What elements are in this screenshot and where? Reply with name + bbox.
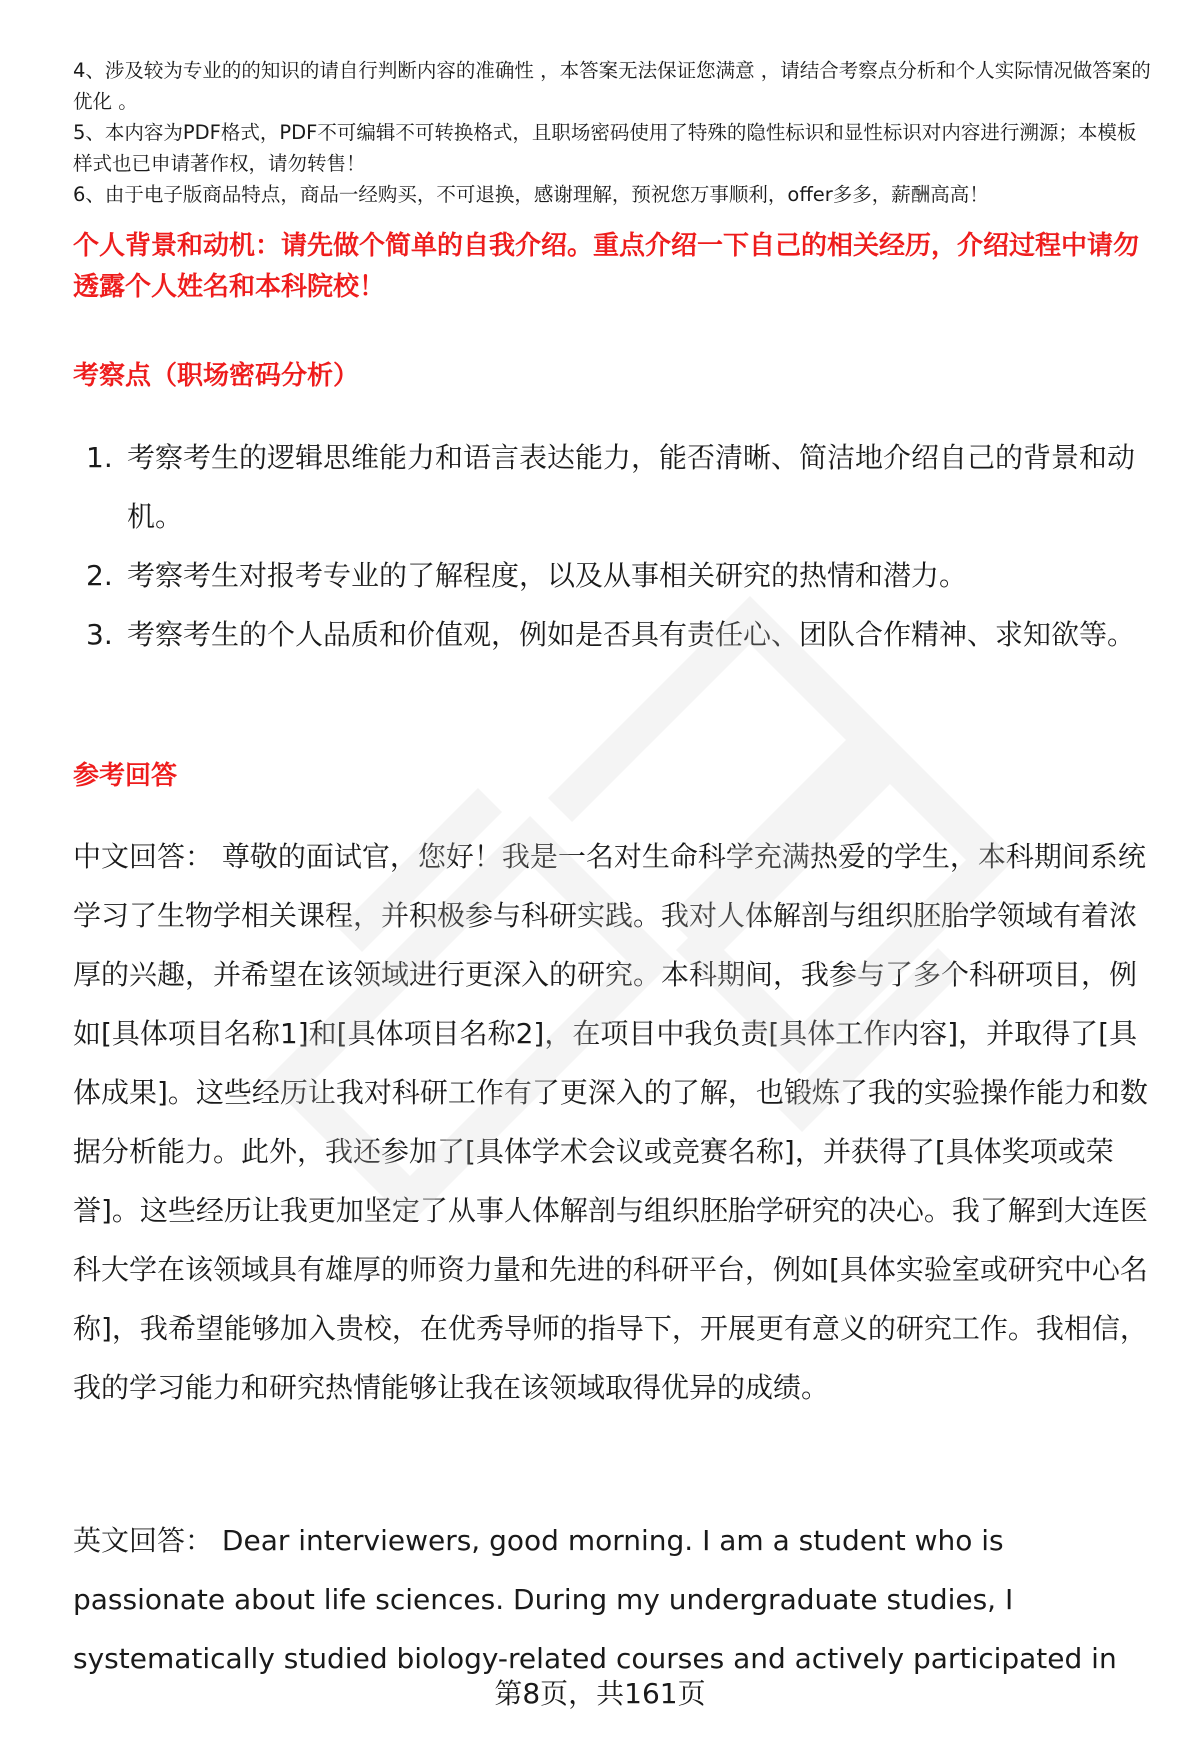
notice-5: 5、本内容为PDF格式，PDF不可编辑不可转换格式，且职场密码使用了特殊的隐性标识和显性标识对内容进行溯源；本模板样式也已申请著作权，请勿转售！ [73, 121, 1137, 175]
point-number: 2. [86, 559, 113, 592]
answer-heading: 参考回答 [73, 761, 178, 791]
point-text: 考察考生的个人品质和价值观，例如是否具有责任心、团队合作精神、求知欲等。 [127, 618, 1136, 651]
point-number: 1. [86, 441, 113, 474]
point-text: 考察考生对报考专业的了解程度，以及从事相关研究的热情和潜力。 [127, 559, 968, 592]
point-text: 考察考生的逻辑思维能力和语言表达能力，能否清晰、简洁地介绍自己的背景和动机。 [127, 441, 1136, 533]
analysis-point [73, 605, 1153, 664]
chinese-answer: 中文回答： 尊敬的面试官，您好！我是一名对生命科学充满热爱的学生，本科期间系统学习了生物学相关课程，并积极参与科研实践。我对人体解剖与组织胚胎学领域有着浓厚的兴趣，并希望在该领域进行更深入的研究。本科期间，我参与了多个科研项目，例如[具体项目名称1]和[具体项目名称2]，在项目中我负责[具体工作内容]，并取得了[具体成果]。这些经历让我对科研工作有了更深入的了解，也锻炼了我的实验操作能力和数据分析能力。此外，我还参加了[具体学术会议或竞赛名称]，并获得了[具体奖项或荣誉]。这些经历让我更加坚定了从事人体解剖与组织胚胎学研究的决心。我了解到大连医科大学在该领域具有雄厚的师资力量和先进的科研平台，例如[具体实验室或研究中心名称]，我希望能够加入贵校，在优秀导师的指导下，开展更有意义的研究工作。我相信，我的学习能力和研究热情能够让我在该领域取得优异的成绩。 [73, 840, 1148, 1404]
notice-6: 6、由于电子版商品特点，商品一经购买，不可退换，感谢理解，预祝您万事顺利，offer多多，薪酬高高！ [73, 183, 989, 206]
analysis-point [73, 428, 1153, 546]
analysis-point [73, 546, 1153, 605]
point-number: 3. [86, 618, 113, 651]
page-number: 第8页，共161页 [494, 1677, 706, 1710]
question-title: 个人背景和动机：请先做个简单的自我介绍。重点介绍一下自己的相关经历，介绍过程中请勿透露个人姓名和本科院校！ [73, 231, 1140, 302]
english-answer: 英文回答： Dear interviewers, good morning. I am a student who is passionate about life sciences. During my undergraduate studies, I systematically studied biology-related courses and actively participated in [73, 1524, 1117, 1675]
notice-4: 4、涉及较为专业的的知识的请自行判断内容的准确性 ，本答案无法保证您满意 ，请结合考察点分析和个人实际情况做答案的优化 。 [73, 59, 1151, 113]
analysis-heading: 考察点（职场密码分析） [73, 361, 360, 391]
analysis-points [73, 428, 1153, 664]
